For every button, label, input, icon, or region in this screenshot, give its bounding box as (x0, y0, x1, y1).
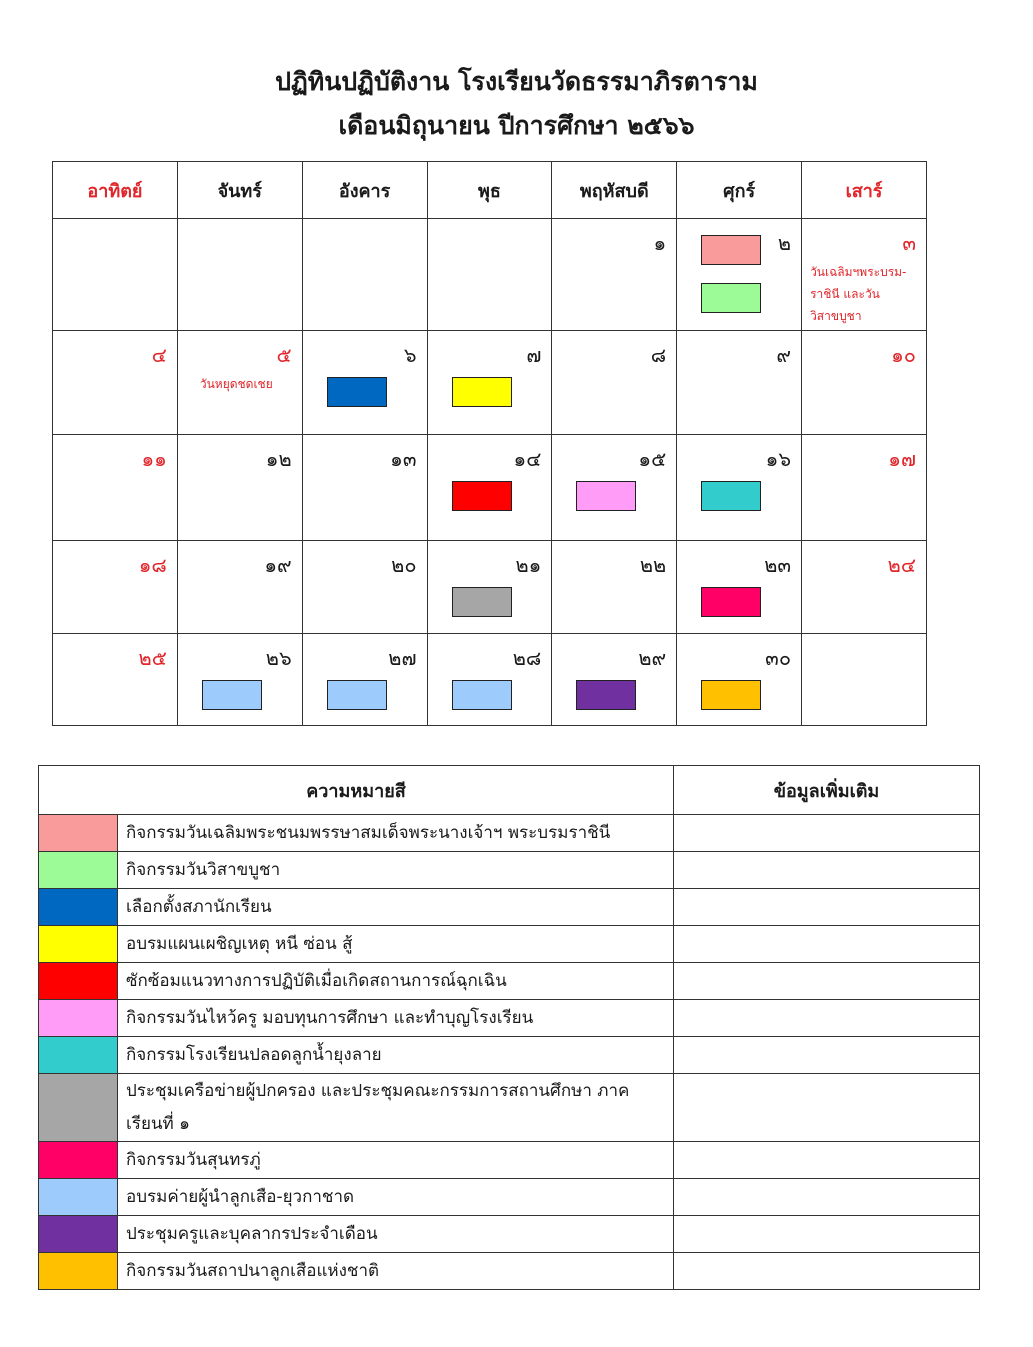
calendar-day-cell (427, 634, 552, 726)
day-number: ๒๖ (265, 646, 292, 670)
event-color-marker (701, 283, 761, 313)
calendar-day-cell (427, 219, 552, 331)
legend-color-swatch (39, 1037, 118, 1074)
day-number: ๓๐ (765, 646, 792, 670)
calendar-day-cell (302, 541, 427, 634)
calendar-day-cell (53, 331, 178, 435)
day-number: ๗ (526, 343, 542, 367)
day-number: ๖ (403, 343, 417, 367)
day-number: ๑๑ (141, 447, 167, 471)
legend-description: อบรมแผนเผชิญเหตุ หนี ซ่อน สู้ (118, 926, 674, 963)
day-number: ๑๗ (888, 447, 916, 471)
day-number: ๑ (653, 231, 667, 255)
weekday-header: อังคาร (302, 162, 427, 219)
legend-header-extra: ข้อมูลเพิ่มเติม (674, 766, 980, 815)
legend-row (39, 1253, 980, 1290)
event-color-marker (701, 680, 761, 710)
legend-description: กิจกรรมวันไหว้ครู มอบทุนการศึกษา และทำบุญโรงเรียน (118, 1000, 674, 1037)
day-number: ๑๖ (765, 447, 792, 471)
legend-row (39, 1037, 980, 1074)
calendar-day-cell (53, 435, 178, 541)
day-number: ๒๗ (388, 646, 417, 670)
calendar-day-cell (177, 634, 302, 726)
calendar-week-row (53, 541, 927, 634)
day-number: ๒๔ (887, 553, 916, 577)
legend-row (39, 1074, 980, 1142)
legend-extra-info-cell (674, 815, 980, 852)
legend-row (39, 815, 980, 852)
legend-color-swatch (39, 1142, 118, 1179)
weekday-header: เสาร์ (802, 162, 927, 219)
calendar-day-cell (802, 634, 927, 726)
calendar-day-cell (677, 435, 802, 541)
legend-color-swatch (39, 1074, 118, 1142)
legend-description: ซักซ้อมแนวทางการปฏิบัติเมื่อเกิดสถานการณ์ฉุกเฉิน (118, 963, 674, 1000)
calendar-header-row (53, 162, 927, 219)
legend-row (39, 889, 980, 926)
calendar-week-row (53, 634, 927, 726)
legend-extra-info-cell (674, 1000, 980, 1037)
legend-extra-info-cell (674, 1037, 980, 1074)
calendar-day-cell (427, 331, 552, 435)
day-number: ๔ (151, 343, 167, 367)
calendar-day-cell (802, 331, 927, 435)
calendar-day-cell (177, 331, 302, 435)
page-subtitle: เดือนมิถุนายน ปีการศึกษา ๒๕๖๖ (338, 111, 695, 140)
calendar-day-cell (302, 219, 427, 331)
calendar-day-cell (677, 541, 802, 634)
calendar-day-cell (552, 435, 677, 541)
calendar-table (52, 161, 927, 726)
legend-extra-info-cell (674, 1142, 980, 1179)
calendar-day-cell (177, 541, 302, 634)
legend-extra-info-cell (674, 852, 980, 889)
day-number: ๒๘ (512, 646, 542, 670)
day-number: ๕ (276, 343, 292, 367)
event-color-marker (452, 377, 512, 407)
legend-row (39, 963, 980, 1000)
legend-header-meaning: ความหมายสี (39, 766, 674, 815)
calendar-day-cell (802, 435, 927, 541)
event-color-marker (452, 481, 512, 511)
day-number: ๒๓ (764, 553, 792, 577)
day-note: วันเฉลิมฯพระบรม-ราชินี และวันวิสาขบูชา (810, 265, 907, 323)
calendar-day-cell (677, 331, 802, 435)
event-color-marker (202, 680, 262, 710)
legend-description: กิจกรรมวันวิสาขบูชา (118, 852, 674, 889)
weekday-header: จันทร์ (177, 162, 302, 219)
legend-description: กิจกรรมวันสุนทรภู่ (118, 1142, 674, 1179)
calendar-day-cell (802, 219, 927, 331)
calendar-week-row (53, 219, 927, 331)
calendar-day-cell (302, 331, 427, 435)
day-number: ๑๓ (390, 447, 417, 471)
event-color-marker (701, 235, 761, 265)
calendar-day-cell (53, 634, 178, 726)
day-number: ๑๐ (891, 343, 916, 367)
legend-description: ประชุมครูและบุคลากรประจำเดือน (118, 1216, 674, 1253)
legend-extra-info-cell (674, 1179, 980, 1216)
legend-table (38, 765, 980, 1290)
weekday-header: พุธ (427, 162, 552, 219)
event-color-marker (452, 680, 512, 710)
calendar-day-cell (302, 634, 427, 726)
weekday-header: พฤหัสบดี (552, 162, 677, 219)
day-number: ๑๔ (513, 447, 542, 471)
legend-color-swatch (39, 852, 118, 889)
day-number: ๙ (776, 343, 792, 367)
legend-extra-info-cell (674, 926, 980, 963)
legend-description: ประชุมเครือข่ายผู้ปกครอง และประชุมคณะกรรมการสถานศึกษา ภาคเรียนที่ ๑ (118, 1074, 674, 1142)
event-color-marker (452, 587, 512, 617)
day-number: ๘ (650, 343, 667, 367)
calendar-day-cell (802, 541, 927, 634)
legend-row (39, 1179, 980, 1216)
calendar-day-cell (177, 435, 302, 541)
calendar-week-row (53, 331, 927, 435)
event-color-marker (327, 680, 387, 710)
legend-extra-info-cell (674, 963, 980, 1000)
legend-color-swatch (39, 1216, 118, 1253)
event-color-marker (327, 377, 387, 407)
legend-color-swatch (39, 926, 118, 963)
calendar-day-cell (677, 634, 802, 726)
day-number: ๑๕ (638, 447, 667, 471)
calendar-day-cell (552, 634, 677, 726)
weekday-header: อาทิตย์ (53, 162, 178, 219)
calendar-day-cell (552, 331, 677, 435)
calendar-day-cell (552, 219, 677, 331)
event-color-marker (701, 587, 761, 617)
calendar-day-cell (53, 219, 178, 331)
legend-row (39, 1000, 980, 1037)
legend-extra-info-cell (674, 1216, 980, 1253)
legend-color-swatch (39, 963, 118, 1000)
legend-description: เลือกตั้งสภานักเรียน (118, 889, 674, 926)
legend-extra-info-cell (674, 1253, 980, 1290)
day-number: ๒๐ (391, 553, 417, 577)
calendar-day-cell (427, 435, 552, 541)
calendar-day-cell (53, 541, 178, 634)
day-number: ๑๙ (264, 553, 292, 577)
legend-color-swatch (39, 889, 118, 926)
weekday-header: ศุกร์ (677, 162, 802, 219)
calendar-day-cell (427, 541, 552, 634)
legend-color-swatch (39, 815, 118, 852)
day-number: ๒๕ (138, 646, 167, 670)
legend-header-row (39, 766, 980, 815)
calendar-day-cell (302, 435, 427, 541)
event-color-marker (576, 680, 636, 710)
legend-description: กิจกรรมโรงเรียนปลอดลูกน้ำยุงลาย (118, 1037, 674, 1074)
legend-row (39, 926, 980, 963)
calendar-week-row (53, 435, 927, 541)
legend-description: กิจกรรมวันสถาปนาลูกเสือแห่งชาติ (118, 1253, 674, 1290)
legend-description: กิจกรรมวันเฉลิมพระชนมพรรษาสมเด็จพระนางเจ้าฯ พระบรมราชินี (118, 815, 674, 852)
calendar-day-cell (177, 219, 302, 331)
day-number: ๒๒ (639, 553, 667, 577)
day-number: ๑๘ (138, 553, 167, 577)
day-number: ๑๒ (265, 447, 292, 471)
event-color-marker (576, 481, 636, 511)
day-number: ๒๙ (638, 646, 667, 670)
legend-row (39, 852, 980, 889)
legend-color-swatch (39, 1253, 118, 1290)
legend-row (39, 1216, 980, 1253)
event-color-marker (701, 481, 761, 511)
legend-extra-info-cell (674, 889, 980, 926)
legend-color-swatch (39, 1179, 118, 1216)
day-number: ๒๑ (515, 553, 542, 577)
day-number: ๓ (902, 231, 916, 255)
legend-row (39, 1142, 980, 1179)
calendar-day-cell (552, 541, 677, 634)
calendar-day-cell (677, 219, 802, 331)
legend-color-swatch (39, 1000, 118, 1037)
legend-description: อบรมค่ายผู้นำลูกเสือ-ยุวกาชาด (118, 1179, 674, 1216)
page-title: ปฏิทินปฏิบัติงาน โรงเรียนวัดธรรมาภิรตาราม (275, 67, 758, 96)
day-note: วันหยุดชดเชย (199, 377, 273, 391)
legend-extra-info-cell (674, 1074, 980, 1142)
day-number: ๒ (777, 231, 792, 255)
